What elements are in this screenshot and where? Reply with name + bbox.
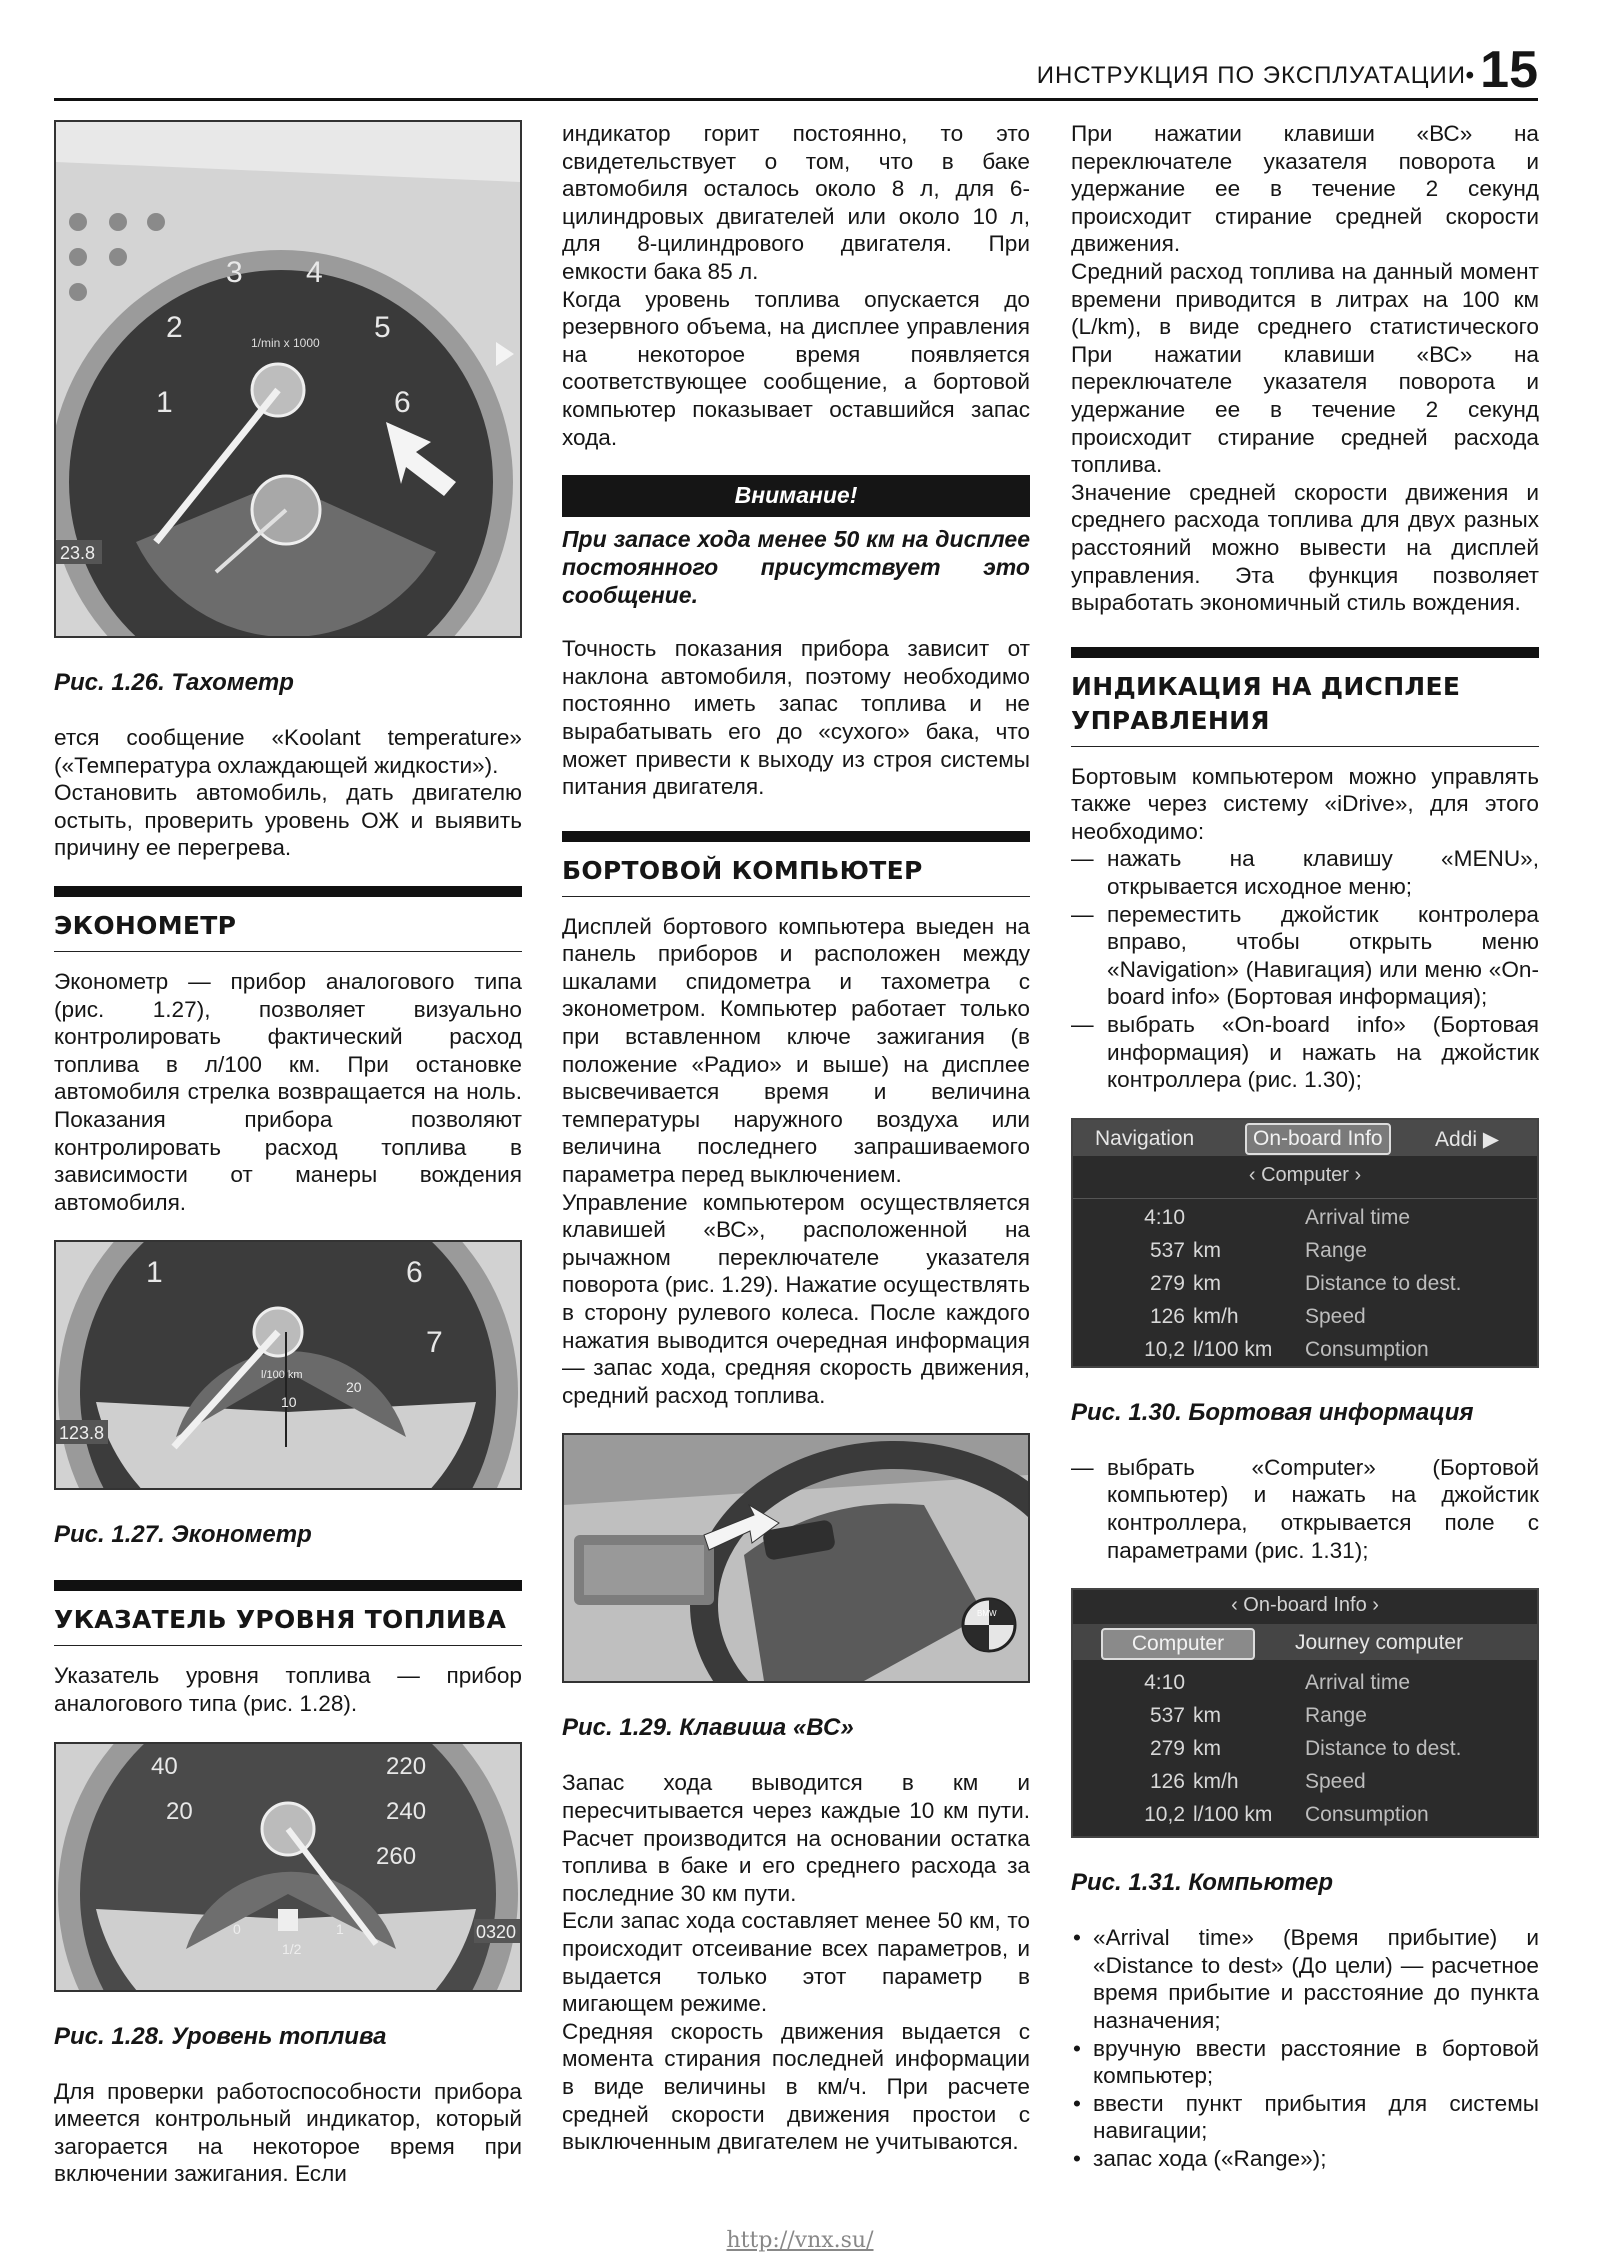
tab-computer[interactable]: Computer bbox=[1101, 1628, 1255, 1660]
screen-row-unit: km/h bbox=[1193, 1769, 1239, 1793]
paragraph: Эконометр — прибор аналогового типа (рис. 1.27), позволяет визуально контролировать фактический расход топлива в л/100 км. При остановке автомобиля стрелка возвращается на ноль. Показания прибора позволяют контролировать расход топлива в зависимости от манеры вождения автомобиля. bbox=[54, 968, 522, 1215]
paragraph: Средний расход топлива на данный момент времени приводится в литрах на 100 км (L/km), в виде среднего статистического При нажатии клавиши «ВС» на переключателе указателя поворота и удержание ее в течение 2 секунд происходит стирание средней расхода топлива. bbox=[1071, 258, 1539, 478]
screen-data-row bbox=[1073, 1334, 1537, 1367]
paragraph: Остановить автомобиль, дать двигателю остыть, проверить уровень ОЖ и выявить причину ее перегрева. bbox=[54, 780, 522, 861]
bullet-list bbox=[1071, 1924, 1539, 2172]
econ-label-10: 10 bbox=[281, 1394, 297, 1411]
tach-tick-6: 6 bbox=[394, 386, 411, 419]
section-title: УКАЗАТЕЛЬ УРОВНЯ ТОПЛИВА bbox=[54, 1605, 507, 1635]
screen-data-row bbox=[1073, 1202, 1537, 1235]
tachometer-illustration bbox=[56, 122, 520, 636]
screen-row-value: 10,2 bbox=[1144, 1338, 1185, 1362]
fuel-gauge-illustration bbox=[56, 1744, 520, 1990]
screen-row-unit: km bbox=[1193, 1272, 1221, 1296]
screen-data-row bbox=[1073, 1798, 1537, 1831]
screen-row-label: Arrival time bbox=[1305, 1206, 1411, 1230]
screen-data-row bbox=[1073, 1268, 1537, 1301]
screen-data-row bbox=[1073, 1301, 1537, 1334]
list-item: — нажать на клавишу «MENU», открывается исходное меню; bbox=[1071, 845, 1539, 900]
screen-row-unit: km/h bbox=[1193, 1305, 1239, 1329]
page-number: 15 bbox=[1480, 41, 1538, 99]
screen-subtitle[interactable]: ‹ Computer › bbox=[1248, 1163, 1362, 1186]
screen-row-label: Consumption bbox=[1305, 1802, 1429, 1826]
screen-row-unit: km bbox=[1193, 1239, 1221, 1263]
paragraph: Бортовым компьютером можно управлять также через систему «iDrive», для этого необходимо: bbox=[1071, 763, 1539, 844]
tab-navigation[interactable]: Navigation bbox=[1095, 1126, 1195, 1150]
warning-banner: Внимание! bbox=[562, 475, 1030, 517]
screen-data-row bbox=[1073, 1765, 1537, 1798]
tach-tick-4: 4 bbox=[306, 256, 323, 289]
screen-row-value: 126 bbox=[1149, 1305, 1185, 1329]
tach-tick-1: 1 bbox=[156, 386, 173, 419]
list-item: • запас хода («Range»); bbox=[1071, 2145, 1539, 2173]
column-3 bbox=[1071, 120, 1539, 2173]
tab-journey-computer[interactable]: Journey computer bbox=[1295, 1631, 1464, 1655]
figure-tachometer bbox=[54, 120, 522, 638]
screen-data-row bbox=[1073, 1666, 1537, 1699]
econ-label-7: 7 bbox=[426, 1326, 443, 1360]
section-heading-display bbox=[1071, 647, 1539, 747]
screen-row-label: Consumption bbox=[1305, 1338, 1429, 1362]
econometer-illustration bbox=[56, 1242, 520, 1488]
screen-row-value: 4:10 bbox=[1144, 1206, 1185, 1230]
screen-row-label: Distance to dest. bbox=[1305, 1272, 1462, 1296]
list-item: • «Arrival time» (Время прибытие) и «Distance to dest» (До цели) — расчетное время прибытие и расстояние до пункта назначения; bbox=[1071, 1924, 1539, 2034]
figure-caption-128: Рис. 1.28. Уровень топлива bbox=[54, 2022, 387, 2050]
screen-row-unit: km bbox=[1193, 1736, 1221, 1760]
figure-bc-key bbox=[562, 1433, 1030, 1683]
screen-row-value: 537 bbox=[1149, 1239, 1185, 1263]
paragraph: Точность показания прибора зависит от наклона автомобиля, поэтому необходимо постоянно иметь запас топлива и не вырабатывать его до «сухого» бака, что может привести к выходу из строя системы питания двигателя. bbox=[562, 636, 1030, 800]
tach-tick-2: 2 bbox=[166, 311, 183, 344]
tach-tick-3: 3 bbox=[226, 256, 243, 289]
warning-text: При запасе хода менее 50 км на дисплее постоянного присутствует это сообщение. bbox=[562, 526, 1030, 609]
screen-row-value: 4:10 bbox=[1144, 1670, 1185, 1694]
screen-data-row bbox=[1073, 1235, 1537, 1268]
paragraph: При нажатии клавиши «ВС» на переключателе указателя поворота и удержание ее в течение 2 секунд происходит стирание средней скорости движения. bbox=[1071, 121, 1539, 257]
instruction-list bbox=[1071, 845, 1539, 1093]
section-title: ИНДИКАЦИЯ НА ДИСПЛЕЕ УПРАВЛЕНИЯ bbox=[1071, 671, 1461, 735]
onboard-info-screen bbox=[1071, 1118, 1539, 1368]
econ-label-6: 6 bbox=[406, 1256, 423, 1290]
list-item: • вручную ввести расстояние в бортовой компьютер; bbox=[1071, 2035, 1539, 2090]
screen-tab-bar bbox=[1073, 1624, 1537, 1660]
list-item: • ввести пункт прибытия для системы навигации; bbox=[1071, 2090, 1539, 2145]
instruction-list bbox=[1071, 1454, 1539, 1564]
paragraph: Указатель уровня топлива — прибор аналогового типа (рис. 1.28). bbox=[54, 1663, 522, 1716]
paragraph: Управление компьютером осуществляется клавишей «ВС», расположенной на рычажном переключателе указателя поворота (рис. 1.29). Нажатие осуществлять в сторону рулевого колеса. После каждого нажатия выводится очередная информация — запас хода, средняя скорость движения, средний расход топлива. bbox=[562, 1189, 1030, 1408]
list-item: — выбрать «Computer» (Бортовой компьютер) и нажать на джойстик контроллера, открывается поле с параметрами (рис. 1.31); bbox=[1071, 1454, 1539, 1564]
paragraph: Дисплей бортового компьютера выеден на панель приборов и расположен между шкалами спидометра и тахометра с эконометром. Компьютер работает только при вставленном ключе зажигания (в положение «Радио» и выше) на дисплее высвечивается время и величина температуры наружного воздуха или величина последнего запрашиваемого параметра перед выключением. bbox=[562, 913, 1030, 1188]
header-dot: • bbox=[1465, 62, 1474, 89]
footer-url[interactable]: http://vnx.su/ bbox=[726, 2228, 874, 2253]
screen-row-label: Arrival time bbox=[1305, 1670, 1411, 1694]
paragraph: Значение средней скорости движения и среднего расхода топлива для двух разных расстояний можно вывести на дисплей управления. Эта функция позволяет выработать экономичный стиль вождения. bbox=[1071, 479, 1539, 616]
screen-row-value: 279 bbox=[1149, 1736, 1185, 1760]
fuel-odometer: 0320 bbox=[476, 1921, 517, 1942]
section-heading-econometer bbox=[54, 886, 522, 952]
header-title: ИНСТРУКЦИЯ ПО ЭКСПЛУАТАЦИИ bbox=[1036, 62, 1466, 89]
fuel-label-20: 20 bbox=[166, 1797, 193, 1825]
screen-row-value: 279 bbox=[1149, 1272, 1185, 1296]
screen-data-row bbox=[1073, 1699, 1537, 1732]
section-title: БОРТОВОЙ КОМПЬЮТЕР bbox=[562, 855, 923, 885]
list-item: — выбрать «On-board info» (Бортовая информация) и нажать на джойстик контроллера (рис. 1.30); bbox=[1071, 1011, 1539, 1094]
econ-scale-label: l/100 km bbox=[261, 1369, 303, 1382]
paragraph: Если запас хода составляет менее 50 км, то происходит отсеивание всех параметров, и выдается только этот параметр в мигающем режиме. bbox=[562, 1908, 1030, 2017]
paragraph: Запас хода выводится в км и пересчитывается через каждые 10 км пути. Расчет производится на основании остатка топлива в баке и его среднего расхода за последние 30 км пути. bbox=[562, 1770, 1030, 1906]
screen-row-value: 10,2 bbox=[1144, 1802, 1185, 1826]
section-title: ЭКОНОМЕТР bbox=[54, 910, 237, 940]
screen-tab-bar bbox=[1073, 1120, 1537, 1156]
tach-tick-5: 5 bbox=[374, 311, 391, 344]
tab-additional[interactable]: Addi ▶ bbox=[1435, 1127, 1500, 1151]
paragraph: ется сообщение «Koolant temperature» («Температура охлаждающей жидкости»). bbox=[54, 725, 522, 778]
screen-row-label: Range bbox=[1305, 1239, 1367, 1263]
screen-row-value: 126 bbox=[1149, 1769, 1185, 1793]
section-heading-onboard-computer bbox=[562, 831, 1030, 897]
econ-odometer: 123.8 bbox=[59, 1423, 105, 1444]
screen-row-label: Speed bbox=[1305, 1769, 1366, 1793]
page-header bbox=[54, 28, 1538, 101]
screen-row-unit: l/100 km bbox=[1193, 1802, 1273, 1826]
fuel-label-260: 260 bbox=[376, 1842, 417, 1870]
econ-label-20: 20 bbox=[346, 1379, 362, 1396]
list-item: — переместить джойстик контролера вправо, чтобы открыть меню «Navigation» (Навигация) или меню «On-board info» (Бортовая информация); bbox=[1071, 901, 1539, 1011]
tab-onboard-info[interactable]: On-board Info bbox=[1245, 1123, 1391, 1155]
paragraph: Средняя скорость движения выдается с момента стирания последней информации в виде величины в км/ч. При расчете средней скорости движения простои с выключенным двигателем не учитываются. bbox=[562, 2018, 1030, 2155]
section-heading-fuel-gauge bbox=[54, 1580, 522, 1646]
figure-caption-129: Рис. 1.29. Клавиша «ВС» bbox=[562, 1714, 854, 1742]
screen-data-row bbox=[1073, 1732, 1537, 1765]
steering-wheel-illustration bbox=[564, 1435, 1028, 1681]
figure-caption-131: Рис. 1.31. Компьютер bbox=[1071, 1869, 1334, 1897]
screen-title: ‹ On-board Info › bbox=[1231, 1594, 1379, 1617]
tach-scale-label: 1/min x 1000 bbox=[251, 336, 320, 350]
fuel-label-0: 0 bbox=[233, 1920, 241, 1937]
paragraph: Для проверки работоспособности прибора имеется контрольный индикатор, который загорается на некоторое время при включении зажигания. Если bbox=[54, 2078, 522, 2187]
figure-caption-126: Рис. 1.26. Тахометр bbox=[54, 669, 294, 696]
computer-screen bbox=[1071, 1588, 1539, 1838]
tach-odometer: 23.8 bbox=[60, 543, 96, 563]
screen-row-label: Range bbox=[1305, 1703, 1367, 1727]
column-1 bbox=[54, 120, 522, 2188]
paragraph: Когда уровень топлива опускается до резервного объема, на дисплее управления на некоторое время появляется соответствующее сообщение, а бортовой компьютер показывает оставшийся запас хода. bbox=[562, 286, 1030, 450]
figure-caption-130: Рис. 1.30. Бортовая информация bbox=[1071, 1398, 1474, 1426]
screen-row-unit: km bbox=[1193, 1703, 1221, 1727]
paragraph: индикатор горит постоянно, то это свидетельствует о том, что в баке автомобиля осталось около 8 л, для 6-цилиндровых двигателей или около 10 л, для 8-цилиндрового двигателя. При емкости бака 85 л. bbox=[562, 121, 1030, 284]
figure-caption-127: Рис. 1.27. Эконометр bbox=[54, 1521, 312, 1549]
screen-row-value: 537 bbox=[1149, 1703, 1185, 1727]
econ-label-1: 1 bbox=[146, 1256, 163, 1290]
fuel-label-220: 220 bbox=[386, 1752, 427, 1780]
fuel-label-1: 1 bbox=[336, 1920, 344, 1937]
screen-row-unit: l/100 km bbox=[1193, 1338, 1273, 1362]
fuel-label-240: 240 bbox=[386, 1797, 427, 1825]
fuel-label-half: 1/2 bbox=[282, 1940, 302, 1957]
screen-row-label: Speed bbox=[1305, 1305, 1366, 1329]
figure-econometer bbox=[54, 1240, 522, 1490]
screen-row-label: Distance to dest. bbox=[1305, 1736, 1462, 1760]
figure-fuel-gauge bbox=[54, 1742, 522, 1992]
fuel-label-40: 40 bbox=[151, 1752, 178, 1780]
bmw-badge-text: BMW bbox=[977, 1609, 997, 1619]
column-2 bbox=[562, 120, 1030, 2156]
